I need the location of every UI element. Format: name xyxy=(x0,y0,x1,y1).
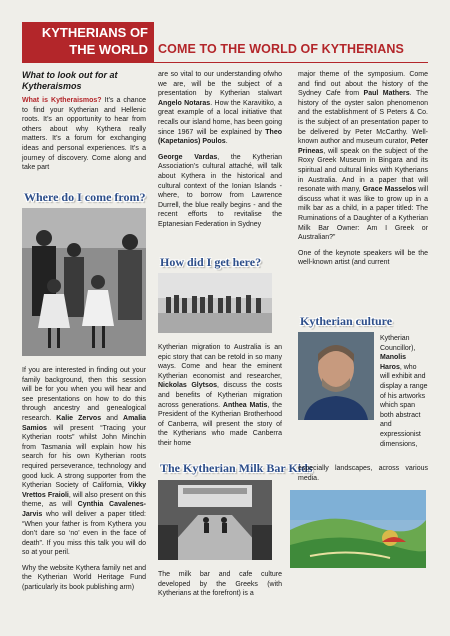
header-rule xyxy=(22,62,428,63)
genealogy-paragraph: If you are interested in finding out your family background, then this session will be for you when you will hear and see presentations on how to do this through ancestry and genealogical research. Kalie Zervos and Amalia Samios will present “Tracing your Kytherian roots” whilst John Minchin from Tasmania will explain how his search for his own Kytherian roots required perseverance, technology and good luck. A strong supporter from the Kytherian Society of California, Vikky Vrettos Fraioli, will also present on this theme, as will Cynthia Cavalenes-Jarvis who will deliver a paper titled: “When your father is from Kythera you don’t dare so ‘no’ even in the face of death”. If you miss this talk you will do so at your peril. xyxy=(22,367,146,557)
column-3 xyxy=(298,70,428,274)
landscape-painting-image xyxy=(290,490,426,568)
portrait-photo xyxy=(298,332,374,420)
website-paragraph: Why the website Kythera family net and the Kytherian World Heritage Fund (particularly its book publishing arm) xyxy=(22,564,146,592)
column-1-lower xyxy=(22,366,146,599)
milkbar-paragraph: The milk bar and cafe culture developed by the Greeks (with Kytherians at the forefront) is a xyxy=(158,571,282,598)
page-headline: COME TO THE WORLD OF KYTHERIANS xyxy=(158,42,404,56)
intro-text: It’s a chance to find your Kytherian and Hellenic roots. It’s an opportunity to hear from others about why Kythera really matters. It’s a forum for exchanging ideas and personal experiences. It’s a journey of discovery. Come along and take part xyxy=(22,97,146,172)
intro-paragraph xyxy=(22,96,146,173)
ionian-paragraph: George Vardas, the Kytherian Association’s cultural attaché, will talk about Kythera in the historical and cultural context of the Ionian Islands - where, to borrow from Lawrence Durrell, the blue really begins - and the recent efforts to revitalise the Eptanesian Federation in Sydney xyxy=(158,153,282,228)
banner-line-2: THE WORLD xyxy=(69,42,148,57)
culture-side-text: Kytherian Councillor), Manolis Haros, who will exhibit and display a range of his artworks which span both abstract and expressionist dimensions, xyxy=(380,335,428,448)
section-heading-how: How did I get here? xyxy=(160,255,262,269)
landscape-painting xyxy=(290,490,426,568)
milkbar-photo-image xyxy=(158,480,272,560)
culture-tail-paragraph: especially landscapes, across various media. xyxy=(298,465,428,482)
column-1 xyxy=(22,70,146,179)
column-title-line-2: Kytheraismos xyxy=(22,81,82,91)
family-photo xyxy=(22,208,146,356)
column-title-line-1: What to look out for at xyxy=(22,70,118,80)
header-banner xyxy=(22,22,154,62)
banner-line-1: KYTHERIANS OF xyxy=(41,25,148,40)
migration-photo xyxy=(158,273,272,333)
portrait-photo-image xyxy=(298,332,374,420)
culture-tail xyxy=(298,464,428,489)
section-heading-milkbar: The Kytherian Milk Bar Kids xyxy=(160,461,313,475)
migration-photo-image xyxy=(158,273,272,333)
section-heading-culture: Kytherian culture xyxy=(300,314,393,328)
section-heading-where: Where do I come from? xyxy=(24,190,146,204)
column-2-middle xyxy=(158,343,282,455)
heritage-paragraph: are so vital to our understanding ofwho we are, will be the subject of a presentation by Kytherian stalwart Angelo Notaras. How the Karavitiko, a great example of a local initiative that recalls our island home, has been going since 1967 will be explained by Theo (Kapetanios) Poulos. xyxy=(158,71,283,146)
symposium-paragraph: major theme of the symposium. Come and find out about the history of the Sydney Cafe from Paul Mathers. The history of the oyster salon phenomenon and the establishment of S Peters & Co. is the subject of an presentation paper to be delivered by Peter McCarthy. Well-known author and museum curator, Peter Prineas, will speak on the subject of the Roxy Greek Museum in Bingara and its spiritual and cultural links with Kytherians in Australia. And in a paper that will resonate with many, Grace Masselos will discuss what it was like to grow up in a milk bar as a child, in a paper titled: The Ruminations of a Daughter of a Kytherian Milk Bar Owner: Am I Greek or Australian?” xyxy=(298,71,429,242)
intro-lead: What is Kytheraismos? xyxy=(22,97,102,104)
column-2 xyxy=(158,70,282,236)
migration-paragraph: Kytherian migration to Australia is an epic story that can be retold in so many ways. Come and hear the eminent Kytherian economist and researcher, Nickolas Glytsos, discuss the costs and benefits of Kytherian migration across generations. Anthea Matis, the President of the Kytherian Brotherhood of Canberra, will present the story of the Kytherians who made Canberra their home xyxy=(158,344,282,447)
milkbar-photo xyxy=(158,480,272,560)
column-title xyxy=(22,70,146,92)
column-2-bottom xyxy=(158,570,282,605)
family-photo-image xyxy=(22,208,146,356)
keynote-paragraph: One of the keynote speakers will be the well-known artist (and current xyxy=(298,249,428,267)
